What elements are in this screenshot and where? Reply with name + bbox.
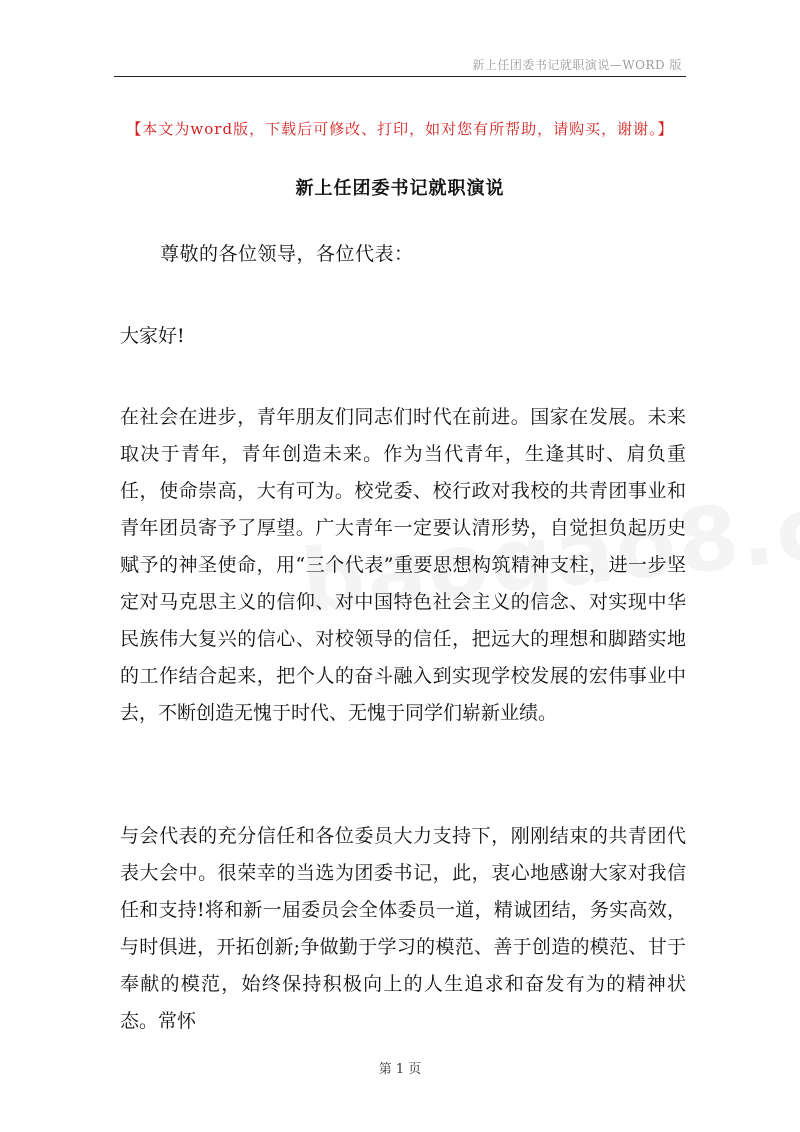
body-paragraph-1: 在社会在进步，青年朋友们同志们时代在前进。国家在发展。未来取决于青年，青年创造未来。作为当代青年，生逢其时、肩负重任，使命崇高，大有可为。校党委、校行政对我校的共青团事业和青年团员寄予了厚望。广大青年一定要认清形势，自觉担负起历史赋予的神圣使命，用“三个代表”重要思想构筑精神支柱，进一步坚定对马克思主义的信仰、对中国特色社会主义的信念、对实现中华民族伟大复兴的信心、对校领导的信任，把远大的理想和脚踏实地的工作结合起来，把个人的奋斗融入到实现学校发展的宏伟事业中去，不断创造无愧于时代、无愧于同学们崭新业绩。 (120, 406, 686, 724)
document-title: 新上任团委书记就职演说 (295, 178, 505, 199)
download-notice: 【本文为word版，下载后可修改、打印，如对您有所帮助，请购买，谢谢。】 (126, 120, 674, 138)
greeting: 大家好! (120, 325, 185, 347)
running-header: 新上任团委书记就职演说—WORD 版 (472, 58, 682, 72)
page-number: 第 1 页 (378, 1062, 422, 1077)
body-paragraph-2: 与会代表的充分信任和各位委员大力支持下，刚刚结束的共青团代表大会中。很荣幸的当选为团委书记，此，衷心地感谢大家对我信任和支持!将和新一届委员会全体委员一道，精诚团结，务实高效，与时俱进，开拓创新;争做勤于学习的模范、善于创造的模范、甘于奉献的模范，始终保持积极向上的人生追求和奋发有为的精神状态。常怀 (120, 825, 686, 1032)
header-divider (114, 76, 686, 77)
salutation: 尊敬的各位领导，各位代表： (160, 243, 414, 265)
